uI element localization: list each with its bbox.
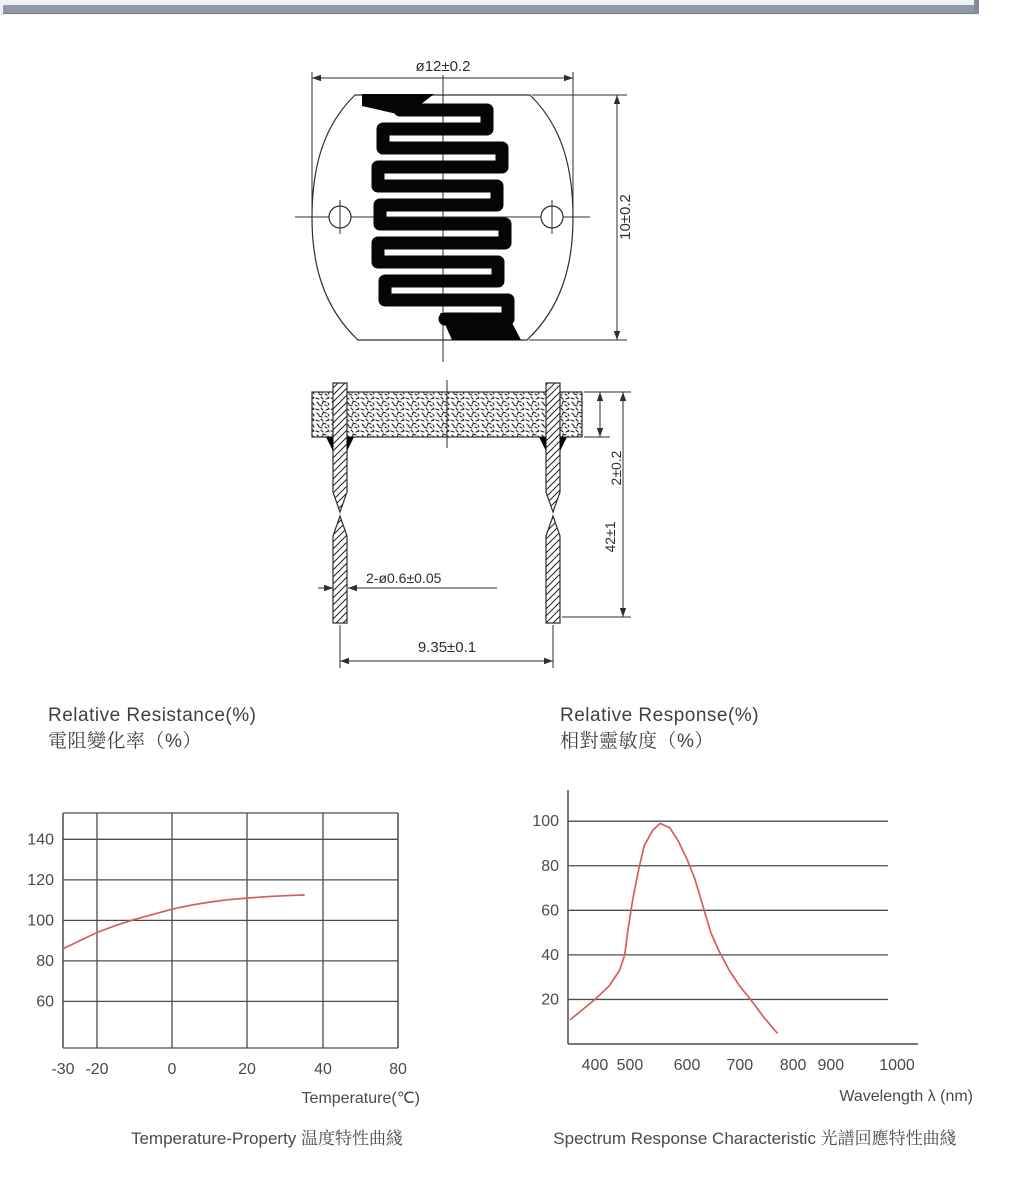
y-tick-label: 60 <box>36 993 54 1011</box>
right-chart-x-axis-label: Wavelength λ (nm) <box>839 1088 973 1105</box>
left-chart-title-en: Relative Resistance(%) <box>48 705 257 726</box>
dim-thickness-label: 2±0.2 <box>608 450 624 486</box>
dim-lead-diameter-label: 2-ø0.6±0.05 <box>366 570 442 586</box>
y-tick-label: 40 <box>541 946 559 964</box>
left-chart-title <box>48 703 256 755</box>
x-tick-label: 900 <box>817 1057 845 1074</box>
left-chart-x-axis-label: Temperature(℃) <box>301 1090 420 1107</box>
spectrum-response-chart <box>520 780 1000 1090</box>
x-tick-label: 1000 <box>879 1057 915 1074</box>
dim-diameter-label: ø12±0.2 <box>415 58 471 75</box>
x-tick-label: 600 <box>673 1057 701 1074</box>
spectral-response-vs-wavelength-curve <box>571 823 778 1033</box>
right-chart-title <box>560 703 759 755</box>
top-view-drawing <box>295 58 634 362</box>
y-tick-label: 100 <box>532 813 559 831</box>
x-tick-label: -30 <box>51 1061 75 1078</box>
dim-height-label: 10±0.2 <box>617 194 634 240</box>
right-chart-title-zh: 相對靈敏度（%） <box>560 731 714 752</box>
side-view-drawing <box>312 380 631 668</box>
dim-lead-spacing-label: 9.35±0.1 <box>417 639 477 656</box>
x-tick-label: 20 <box>238 1061 256 1078</box>
x-tick-label: -20 <box>85 1061 109 1078</box>
x-tick-label: 500 <box>616 1057 644 1074</box>
left-chart-caption: Temperature-Property 温度特性曲綫 <box>130 1129 404 1148</box>
temperature-property-chart <box>20 790 480 1090</box>
dim-lead-length-label: 42±1 <box>602 521 618 553</box>
x-tick-label: 700 <box>726 1057 754 1074</box>
y-tick-label: 60 <box>541 902 559 920</box>
bottom-electrode-wedge <box>440 313 521 340</box>
x-tick-label: 80 <box>389 1061 407 1078</box>
x-tick-label: 800 <box>779 1057 807 1074</box>
relative-resistance-vs-temperature-curve <box>63 895 304 949</box>
y-tick-label: 140 <box>27 831 54 849</box>
x-tick-label: 400 <box>581 1057 609 1074</box>
y-tick-label: 100 <box>27 912 54 930</box>
dim-thickness <box>584 392 631 437</box>
right-chart-caption: Spectrum Response Characteristic 光譜回應特性曲綫 <box>553 1129 957 1148</box>
y-tick-label: 80 <box>36 952 54 970</box>
x-tick-label: 0 <box>167 1061 177 1078</box>
left-chart-title-zh: 電阻變化率（%） <box>48 731 202 752</box>
right-chart-title-en: Relative Response(%) <box>560 705 760 726</box>
y-tick-label: 20 <box>541 991 559 1009</box>
x-tick-label: 40 <box>314 1061 332 1078</box>
y-tick-label: 80 <box>541 857 559 875</box>
y-tick-label: 120 <box>27 871 54 889</box>
